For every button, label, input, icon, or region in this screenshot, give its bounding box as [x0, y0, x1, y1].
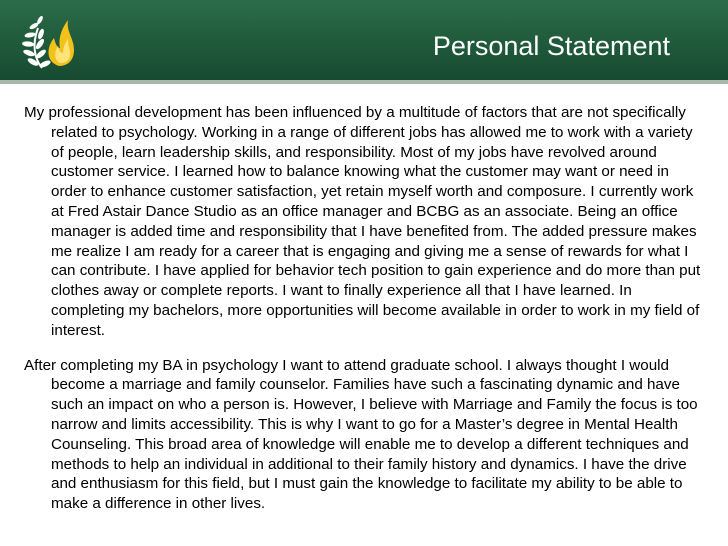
header-bar	[0, 0, 728, 80]
paragraph-professional-development: My professional development has been influenced by a multitude of factors that are not specifically related to psychology. Working in a range of different jobs has allowed me to work with a variety of people, learn leadership skills, and responsibility. Most of my jobs have revolved around customer service. I learned how to balance knowing what the customer may want or need in order to enhance customer satisfaction, yet retain myself worth and composure. I currently work at Fred Astair Dance Studio as an office manager and BCBG as an associate. Being an office manager is added time and responsibility that I have benefited from. The added pressure makes me realize I am ready for a career that is engaging and giving me a sense of rewards for what I can contribute. I have applied for behavior tech position to gain experience and do more than put clothes away or complete reports. I want to finally experience all that I have learned. In completing my bachelors, more opportunities will become available in order to work in my field of interest.	[24, 104, 701, 339]
slide-title: Personal Statement	[432, 31, 670, 61]
flame-laurel-icon	[12, 6, 82, 74]
paragraph-graduate-goals: After completing my BA in psychology I want to attend graduate school. I always thought I would become a marriage and family counselor. Families have such a fascinating dynamic and have such an impact on who a person is. However, I believe with Marriage and Family the focus is too narrow and limits accessibility. This is why I want to go for a Master’s degree in Mental Health Counseling. This broad area of knowledge will enable me to develop a different techniques and methods to help an individual in additional to their family history and dynamics. I have the drive and enthusiasm for this field, but I must gain the knowledge to facilitate my ability to be able to make a difference in other lives.	[24, 356, 698, 513]
statement-body	[24, 103, 704, 529]
header-divider	[0, 80, 728, 84]
